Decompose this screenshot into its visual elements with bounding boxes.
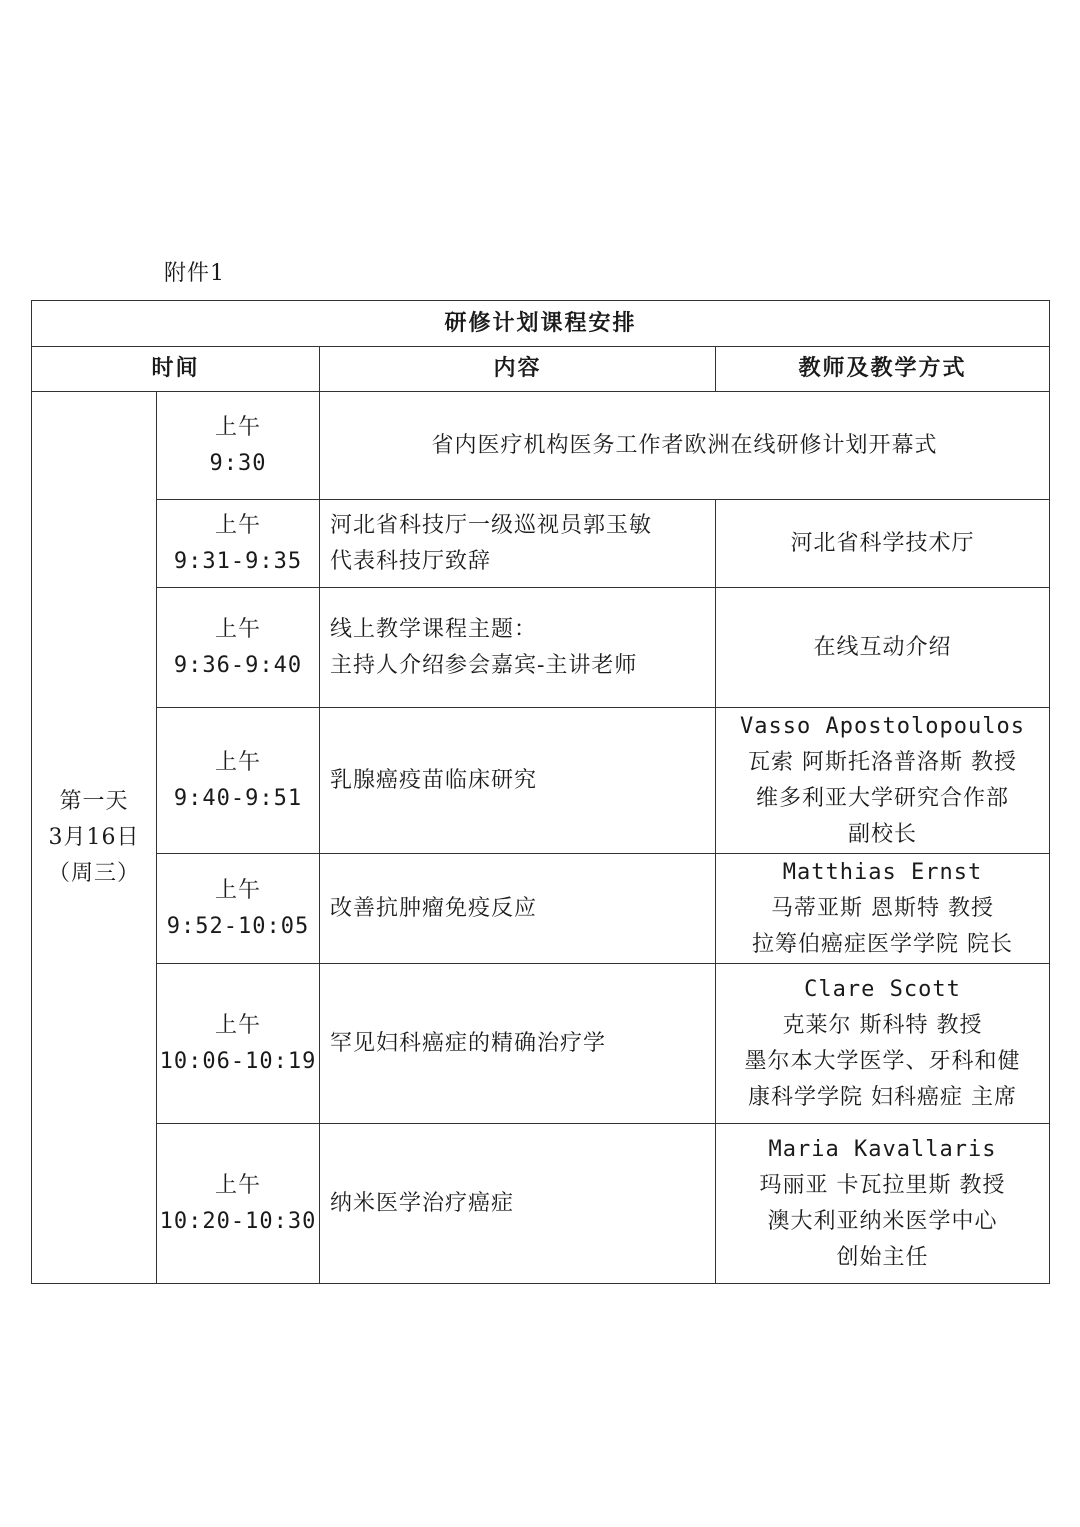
content-line: 主持人介绍参会嘉宾-主讲老师	[330, 652, 638, 678]
day-label: 第一天	[59, 788, 129, 814]
time-cell	[157, 964, 320, 1124]
table-row	[32, 708, 1050, 854]
teacher-line: 马蒂亚斯 恩斯特 教授	[771, 895, 994, 921]
period-label: 上午	[214, 1012, 261, 1038]
teacher-line: 创始主任	[836, 1244, 929, 1270]
period-label: 上午	[214, 512, 261, 538]
table-row	[32, 1124, 1050, 1284]
teacher-cell	[716, 1124, 1050, 1284]
time-cell	[157, 854, 320, 964]
teacher-cell	[716, 708, 1050, 854]
time-label: 9:52-10:05	[166, 913, 310, 939]
teacher-line: 克莱尔 斯科特 教授	[782, 1012, 983, 1038]
header-time: 时间	[32, 347, 320, 392]
teacher-name-en: Clare Scott	[804, 976, 961, 1002]
period-label: 上午	[214, 616, 261, 642]
opening-ceremony-cell: 省内医疗机构医务工作者欧洲在线研修计划开幕式	[320, 392, 1050, 500]
content-cell	[320, 854, 716, 964]
table-title-row	[32, 301, 1050, 347]
content-line: 河北省科技厅一级巡视员郭玉敏	[330, 512, 653, 538]
content-line: 乳腺癌疫苗临床研究	[330, 767, 538, 793]
teacher-line: 玛丽亚 卡瓦拉里斯 教授	[759, 1172, 1006, 1198]
content-cell	[320, 708, 716, 854]
time-cell	[157, 708, 320, 854]
content-cell	[320, 500, 716, 588]
teacher-name-en: Maria Kavallaris	[768, 1136, 997, 1162]
teacher-name-en: Vasso Apostolopoulos	[740, 713, 1025, 739]
teacher-cell	[716, 854, 1050, 964]
teacher-line: 拉筹伯癌症医学学院 院长	[752, 931, 1013, 957]
table-row	[32, 964, 1050, 1124]
period-label: 上午	[214, 414, 261, 440]
teacher-line: 维多利亚大学研究合作部	[756, 785, 1010, 811]
time-cell	[157, 588, 320, 708]
period-label: 上午	[214, 749, 261, 775]
time-label: 9:40-9:51	[173, 785, 303, 811]
content-line: 代表科技厅致辞	[330, 548, 492, 574]
teacher-line: 河北省科学技术厅	[790, 530, 975, 556]
time-label: 10:20-10:30	[159, 1208, 317, 1234]
time-cell	[157, 500, 320, 588]
day-date: 3月16日	[48, 824, 140, 850]
teacher-line: 副校长	[848, 821, 918, 847]
teacher-cell	[716, 588, 1050, 708]
time-label: 9:31-9:35	[173, 548, 303, 574]
teacher-cell	[716, 500, 1050, 588]
content-line: 改善抗肿瘤免疫反应	[330, 895, 538, 921]
table-row	[32, 854, 1050, 964]
teacher-name-en: Matthias Ernst	[782, 859, 983, 885]
teacher-line: 瓦索 阿斯托洛普洛斯 教授	[748, 749, 1017, 775]
time-cell	[157, 1124, 320, 1284]
period-label: 上午	[214, 877, 261, 903]
content-line: 纳米医学治疗癌症	[330, 1190, 515, 1216]
table-row	[32, 392, 1050, 500]
content-line: 线上教学课程主题：	[330, 616, 538, 642]
table-row	[32, 588, 1050, 708]
day-cell	[32, 392, 157, 1284]
day-weekday: （周三）	[47, 860, 140, 886]
teacher-line: 康科学学院 妇科癌症 主席	[748, 1084, 1017, 1110]
content-cell	[320, 964, 716, 1124]
header-teacher: 教师及教学方式	[716, 347, 1050, 392]
content-cell	[320, 1124, 716, 1284]
table-title: 研修计划课程安排	[32, 301, 1050, 347]
time-cell	[157, 392, 320, 500]
period-label: 上午	[214, 1172, 261, 1198]
course-schedule-table	[31, 300, 1050, 1284]
time-label: 9:36-9:40	[173, 652, 303, 678]
header-content: 内容	[320, 347, 716, 392]
teacher-line: 墨尔本大学医学、牙科和健	[744, 1048, 1021, 1074]
content-cell	[320, 588, 716, 708]
time-label: 10:06-10:19	[159, 1048, 317, 1074]
table-header-row	[32, 347, 1050, 392]
teacher-line: 在线互动介绍	[813, 634, 952, 660]
table-row	[32, 500, 1050, 588]
attachment-label: 附件1	[164, 261, 225, 286]
teacher-line: 澳大利亚纳米医学中心	[767, 1208, 998, 1234]
time-label: 9:30	[209, 450, 267, 476]
teacher-cell	[716, 964, 1050, 1124]
content-line: 罕见妇科癌症的精确治疗学	[330, 1030, 607, 1056]
